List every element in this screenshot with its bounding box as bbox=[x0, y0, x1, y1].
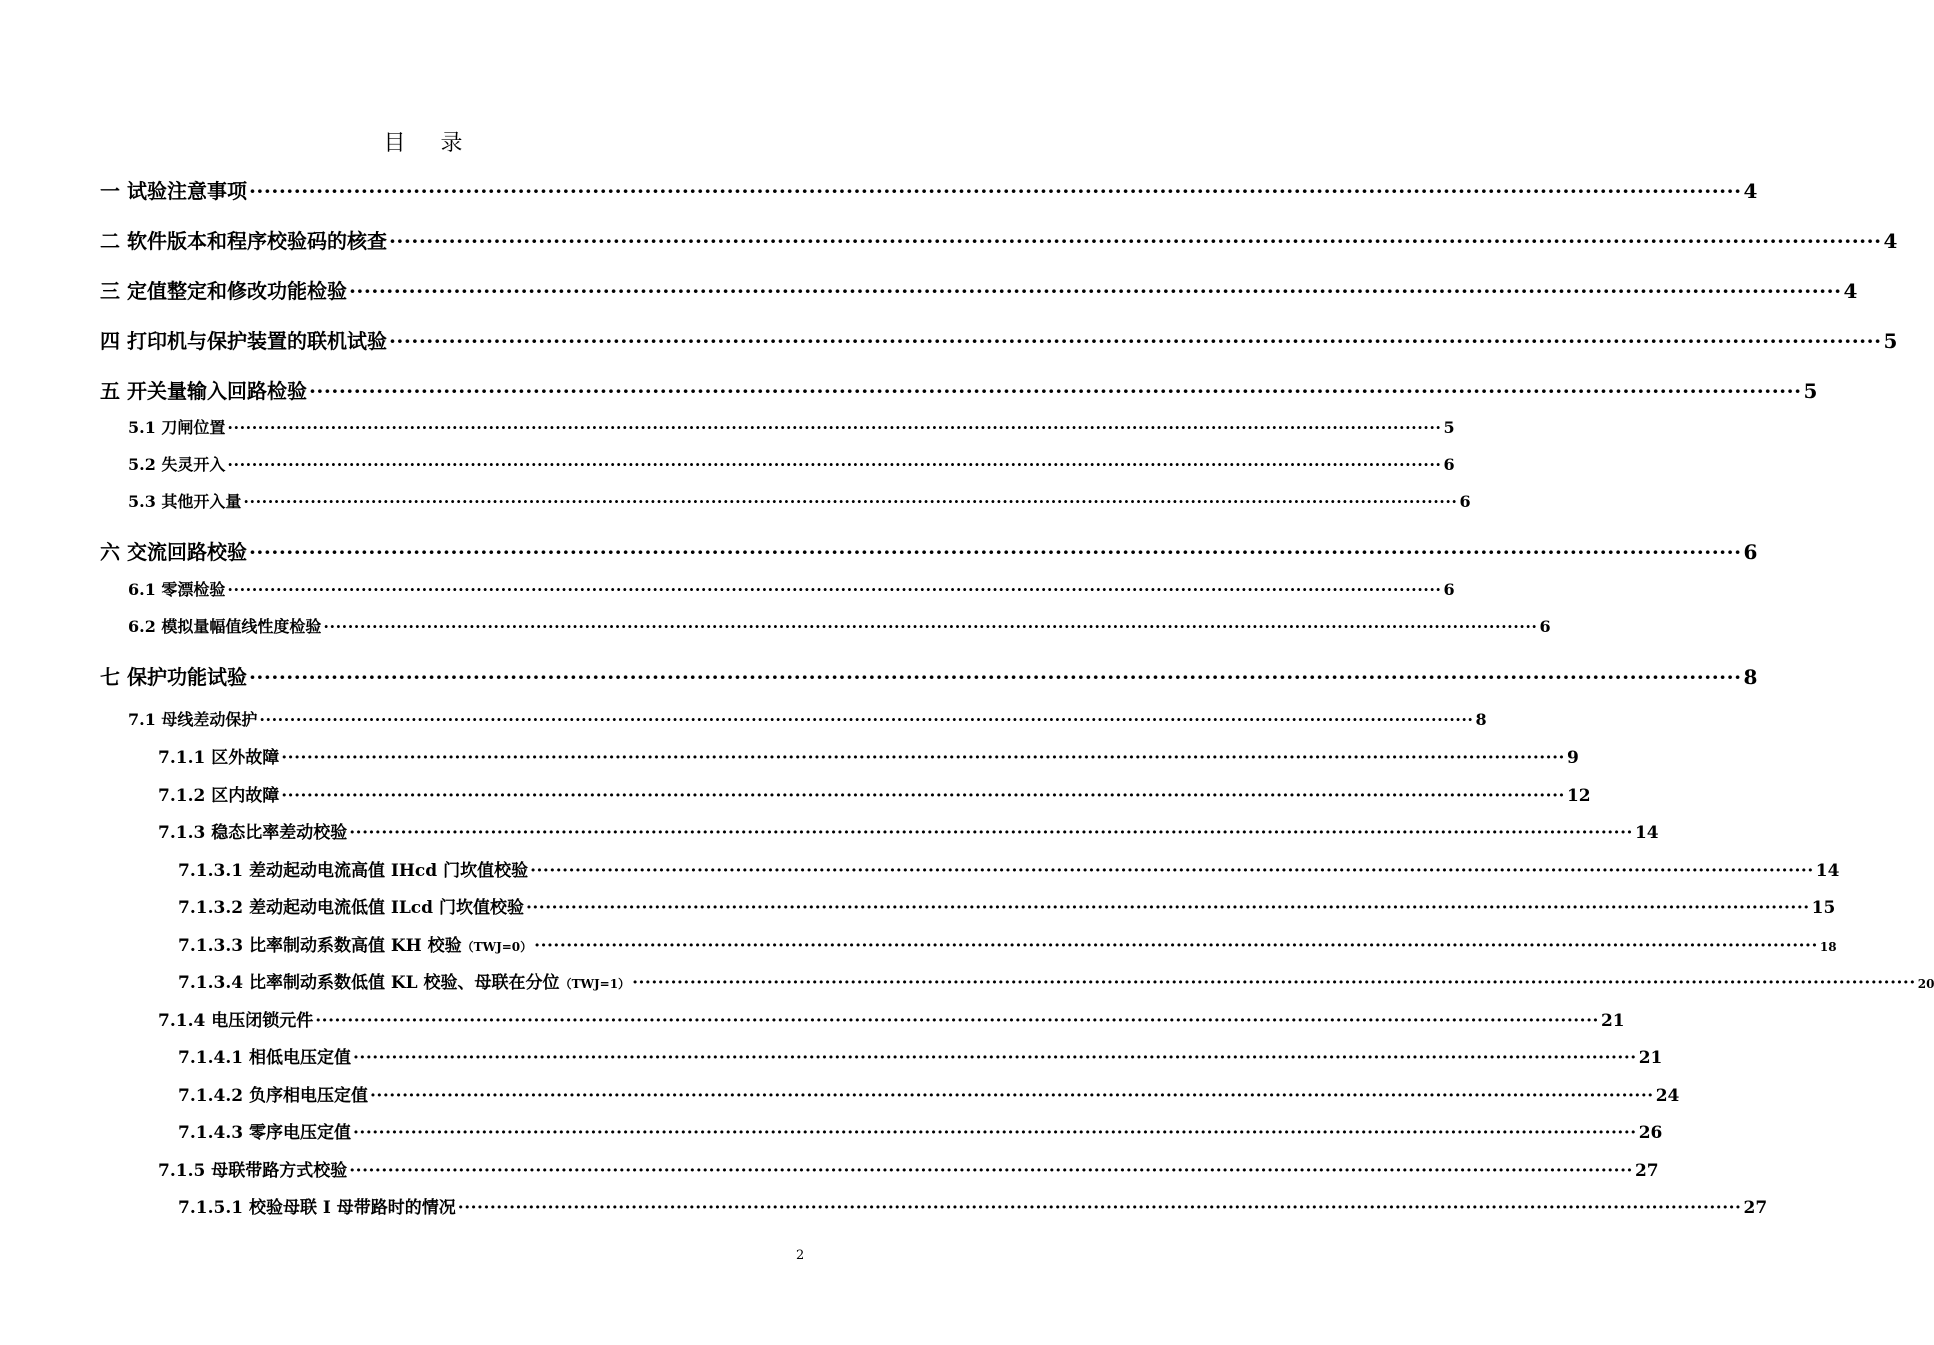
toc-leader-dots: ········································································································································································································ bbox=[308, 379, 1802, 403]
toc-entry-page: 14 bbox=[1634, 823, 1659, 843]
toc-entry-label: 7.1.4.1 相低电压定值 bbox=[178, 1048, 351, 1068]
toc-leader-dots: ········································································································································································································ bbox=[323, 617, 1538, 636]
toc-entry[interactable] bbox=[178, 1193, 1768, 1219]
toc-entry-page: 8 bbox=[1475, 710, 1487, 729]
toc-entry-label: 三 定值整定和修改功能检验 bbox=[100, 279, 347, 303]
toc-entry-page: 8 bbox=[1743, 665, 1758, 689]
toc-leader-dots: ········································································································································································································ bbox=[632, 973, 1916, 993]
toc-entry-page: 6 bbox=[1539, 617, 1551, 636]
toc-entry-page: 24 bbox=[1655, 1086, 1680, 1106]
toc-entry-page: 6 bbox=[1443, 580, 1455, 599]
toc-entry[interactable] bbox=[128, 452, 1455, 476]
toc-leader-dots: ········································································································································································································ bbox=[281, 748, 1565, 768]
toc-entry-label: 7.1.5 母联带路方式校验 bbox=[158, 1161, 348, 1181]
toc-entry[interactable] bbox=[128, 614, 1551, 638]
toc-entry[interactable] bbox=[100, 661, 1758, 691]
toc-entry[interactable] bbox=[158, 818, 1659, 844]
toc-leader-dots: ········································································································································································································ bbox=[248, 665, 1742, 689]
toc-leader-dots: ········································································································································································································ bbox=[353, 1123, 1637, 1143]
toc-entry[interactable] bbox=[100, 275, 1858, 305]
toc-entry[interactable] bbox=[158, 1006, 1625, 1032]
toc-entry-label: 7.1.4.2 负序相电压定值 bbox=[178, 1086, 368, 1106]
toc-leader-dots: ········································································································································································································ bbox=[227, 455, 1442, 474]
toc-entry[interactable] bbox=[178, 968, 1934, 994]
toc-entry[interactable] bbox=[178, 1118, 1663, 1144]
toc-entry-page: 4 bbox=[1743, 179, 1758, 203]
toc-leader-dots: ········································································································································································································ bbox=[243, 492, 1458, 511]
toc-entry[interactable] bbox=[178, 1043, 1663, 1069]
toc-entry-label: 7.1.5.1 校验母联 I 母带路时的情况 bbox=[178, 1198, 456, 1218]
toc-entry-label: 六 交流回路校验 bbox=[100, 540, 247, 564]
toc-entry[interactable] bbox=[178, 856, 1840, 882]
toc-entry-label: 6.1 零漂检验 bbox=[128, 580, 226, 599]
toc-entry[interactable] bbox=[100, 175, 1758, 205]
toc-leader-dots: ········································································································································································································ bbox=[534, 936, 1818, 956]
toc-leader-dots: ········································································································································································································ bbox=[227, 418, 1442, 437]
toc-leader-dots: ········································································································································································································ bbox=[248, 179, 1742, 203]
toc-entry-page: 26 bbox=[1638, 1123, 1663, 1143]
toc-entry-page: 4 bbox=[1883, 229, 1898, 253]
toc-entry-label: 5.3 其他开入量 bbox=[128, 492, 242, 511]
toc-entry-label-suffix: （TWJ=0） bbox=[461, 940, 533, 954]
toc-entry-label: 7.1.3.1 差动起动电流高值 IHcd 门坎值校验 bbox=[178, 861, 529, 881]
toc-entry-page: 18 bbox=[1819, 940, 1837, 954]
toc-entry-page: 6 bbox=[1443, 455, 1455, 474]
toc-leader-dots: ········································································································································································································ bbox=[457, 1198, 1742, 1218]
toc-entry-page: 21 bbox=[1638, 1048, 1663, 1068]
toc-entry[interactable] bbox=[158, 781, 1591, 807]
toc-leader-dots: ········································································································································································································ bbox=[349, 823, 1633, 843]
toc-entry-page: 27 bbox=[1743, 1198, 1768, 1218]
toc-entry-label: 7.1.4.3 零序电压定值 bbox=[178, 1123, 351, 1143]
toc-leader-dots: ········································································································································································································ bbox=[348, 279, 1842, 303]
toc-entry-page: 21 bbox=[1600, 1011, 1625, 1031]
toc-title: 目 录 bbox=[383, 131, 477, 156]
toc-entry-page: 15 bbox=[1811, 898, 1836, 918]
toc-entry-label: 二 软件版本和程序校验码的核查 bbox=[100, 229, 387, 253]
toc-entry-label: 7.1 母线差动保护 bbox=[128, 710, 258, 729]
toc-entry-page: 14 bbox=[1815, 861, 1840, 881]
toc-entry[interactable] bbox=[158, 1156, 1659, 1182]
toc-leader-dots: ········································································································································································································ bbox=[353, 1048, 1637, 1068]
toc-entry-label: 7.1.3.4 比率制动系数低值 KL 校验、母联在分位 bbox=[178, 973, 560, 993]
toc-entry-label: 7.1.1 区外故障 bbox=[158, 748, 280, 768]
toc-entry[interactable] bbox=[100, 325, 1898, 355]
toc-entry[interactable] bbox=[100, 375, 1818, 405]
toc-entry-page: 4 bbox=[1843, 279, 1858, 303]
toc-entry-label: 一 试验注意事项 bbox=[100, 179, 247, 203]
toc-leader-dots: ········································································································································································································ bbox=[388, 329, 1882, 353]
toc-entry[interactable] bbox=[178, 893, 1836, 919]
page-number: 2 bbox=[796, 1248, 805, 1263]
toc-entry[interactable] bbox=[100, 225, 1898, 255]
toc-entry-page: 6 bbox=[1743, 540, 1758, 564]
toc-entry-page: 12 bbox=[1566, 786, 1591, 806]
toc-leader-dots: ········································································································································································································ bbox=[388, 229, 1882, 253]
toc-entry-page: 5 bbox=[1443, 418, 1455, 437]
toc-entry-page: 5 bbox=[1803, 379, 1818, 403]
toc-leader-dots: ········································································································································································································ bbox=[248, 540, 1742, 564]
toc-entry-label: 四 打印机与保护装置的联机试验 bbox=[100, 329, 387, 353]
toc-entry[interactable] bbox=[158, 743, 1579, 769]
toc-entry-label: 6.2 模拟量幅值线性度检验 bbox=[128, 617, 322, 636]
toc-leader-dots: ········································································································································································································ bbox=[259, 710, 1474, 729]
toc-entry-page: 5 bbox=[1883, 329, 1898, 353]
toc-entry-label: 7.1.3.3 比率制动系数高值 KH 校验 bbox=[178, 936, 462, 956]
toc-entry-page: 27 bbox=[1634, 1161, 1659, 1181]
toc-entry-page: 6 bbox=[1459, 492, 1471, 511]
toc-entry[interactable] bbox=[128, 707, 1487, 731]
toc-leader-dots: ········································································································································································································ bbox=[349, 1161, 1633, 1181]
toc-leader-dots: ········································································································································································································ bbox=[370, 1086, 1654, 1106]
toc-entry[interactable] bbox=[128, 489, 1471, 513]
toc-entry[interactable] bbox=[100, 536, 1758, 566]
toc-entry[interactable] bbox=[178, 931, 1837, 957]
toc-entry-page: 9 bbox=[1566, 748, 1579, 768]
toc-entry[interactable] bbox=[128, 415, 1455, 439]
toc-entry[interactable] bbox=[128, 577, 1455, 601]
toc-leader-dots: ········································································································································································································ bbox=[281, 786, 1565, 806]
toc-entry-label: 7.1.4 电压闭锁元件 bbox=[158, 1011, 314, 1031]
toc-entry-label: 5.1 刀闸位置 bbox=[128, 418, 226, 437]
toc-entry-label: 5.2 失灵开入 bbox=[128, 455, 226, 474]
toc-entry-label: 五 开关量输入回路检验 bbox=[100, 379, 307, 403]
toc-entry-label-suffix: （TWJ=1） bbox=[559, 977, 631, 991]
toc-leader-dots: ········································································································································································································ bbox=[227, 580, 1442, 599]
toc-leader-dots: ········································································································································································································ bbox=[315, 1011, 1599, 1031]
toc-entry-label: 七 保护功能试验 bbox=[100, 665, 247, 689]
toc-entry[interactable] bbox=[178, 1081, 1680, 1107]
toc-entry-label: 7.1.2 区内故障 bbox=[158, 786, 280, 806]
toc-leader-dots: ········································································································································································································ bbox=[525, 898, 1810, 918]
toc-entry-page: 20 bbox=[1917, 977, 1934, 991]
toc-leader-dots: ········································································································································································································ bbox=[530, 861, 1814, 881]
toc-entry-label: 7.1.3 稳态比率差动校验 bbox=[158, 823, 348, 843]
toc-entry-label: 7.1.3.2 差动起动电流低值 ILcd 门坎值校验 bbox=[178, 898, 524, 918]
